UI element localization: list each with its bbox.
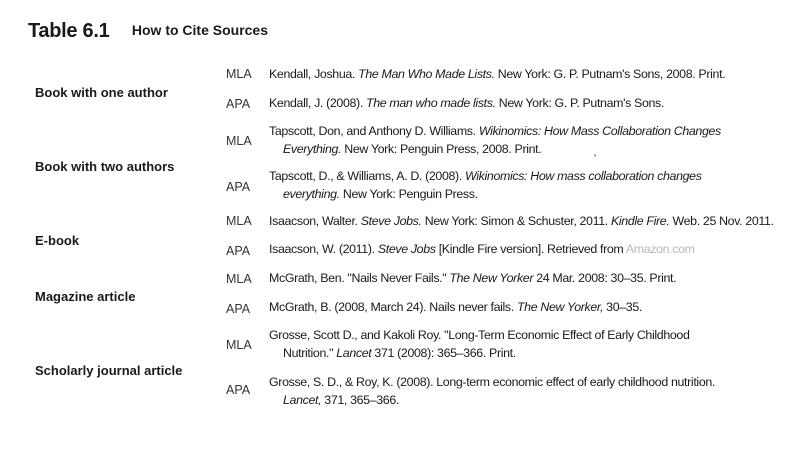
citation-ebook-apa: Isaacson, W. (2011). Steve Jobs [Kindle Fire version]. Retrieved from Amazon.com: [269, 242, 695, 256]
category-ebook: E-book: [35, 233, 80, 248]
citation-book-one-apa: Kendall, J. (2008). The man who made lists. New York: G. P. Putnam's Sons.: [269, 96, 664, 110]
table-number: Table 6.1: [28, 20, 110, 42]
style-label-apa: APA: [226, 244, 251, 258]
stray-mark: ˴: [593, 147, 597, 161]
citation-book-two-apa: Tapscott, D., & Williams, A. D. (2008). Wikinomics: How mass collaboration changes everything. New York: Penguin Press.: [269, 169, 702, 201]
category-magazine-article: Magazine article: [35, 289, 136, 304]
style-label-apa: APA: [226, 180, 251, 194]
style-label-mla: MLA: [226, 134, 252, 148]
style-label-apa: APA: [226, 383, 251, 397]
citation-journal-apa: Grosse, S. D., & Roy, K. (2008). Long-term economic effect of early childhood nutrition. Lancet, 371, 365–366.: [269, 375, 716, 407]
category-journal-article: Scholarly journal article: [35, 363, 183, 378]
citation-magazine-mla: McGrath, Ben. "Nails Never Fails." The New Yorker 24 Mar. 2008: 30–35. Print.: [269, 271, 677, 285]
category-book-two-authors: Book with two authors: [35, 159, 175, 174]
style-label-apa: APA: [226, 97, 251, 111]
style-label-mla: MLA: [226, 67, 252, 81]
citation-book-two-mla: Tapscott, Don, and Anthony D. Williams. Wikinomics: How Mass Collaboration Changes Everything. New York: Penguin Press, 2008. Print.: [269, 124, 721, 156]
style-label-mla: MLA: [226, 272, 252, 286]
citation-magazine-apa: McGrath, B. (2008, March 24). Nails never fails. The New Yorker, 30–35.: [269, 300, 642, 314]
style-label-mla: MLA: [226, 338, 252, 352]
table-header: [28, 20, 268, 43]
citation-ebook-mla: Isaacson, Walter. Steve Jobs. New York: Simon & Schuster, 2011. Kindle Fire. Web. 25 Nov. 2011.: [269, 214, 774, 228]
style-label-apa: APA: [226, 302, 251, 316]
style-label-mla: MLA: [226, 214, 252, 228]
category-book-one-author: Book with one author: [35, 85, 168, 100]
citation-book-one-mla: Kendall, Joshua. The Man Who Made Lists. New York: G. P. Putnam's Sons, 2008. Print.: [269, 67, 726, 81]
citation-journal-mla: Grosse, Scott D., and Kakoli Roy. "Long-Term Economic Effect of Early Childhood Nutrition." Lancet 371 (2008): 365–366. Print.: [269, 328, 690, 360]
table-title: How to Cite Sources: [131, 22, 269, 38]
